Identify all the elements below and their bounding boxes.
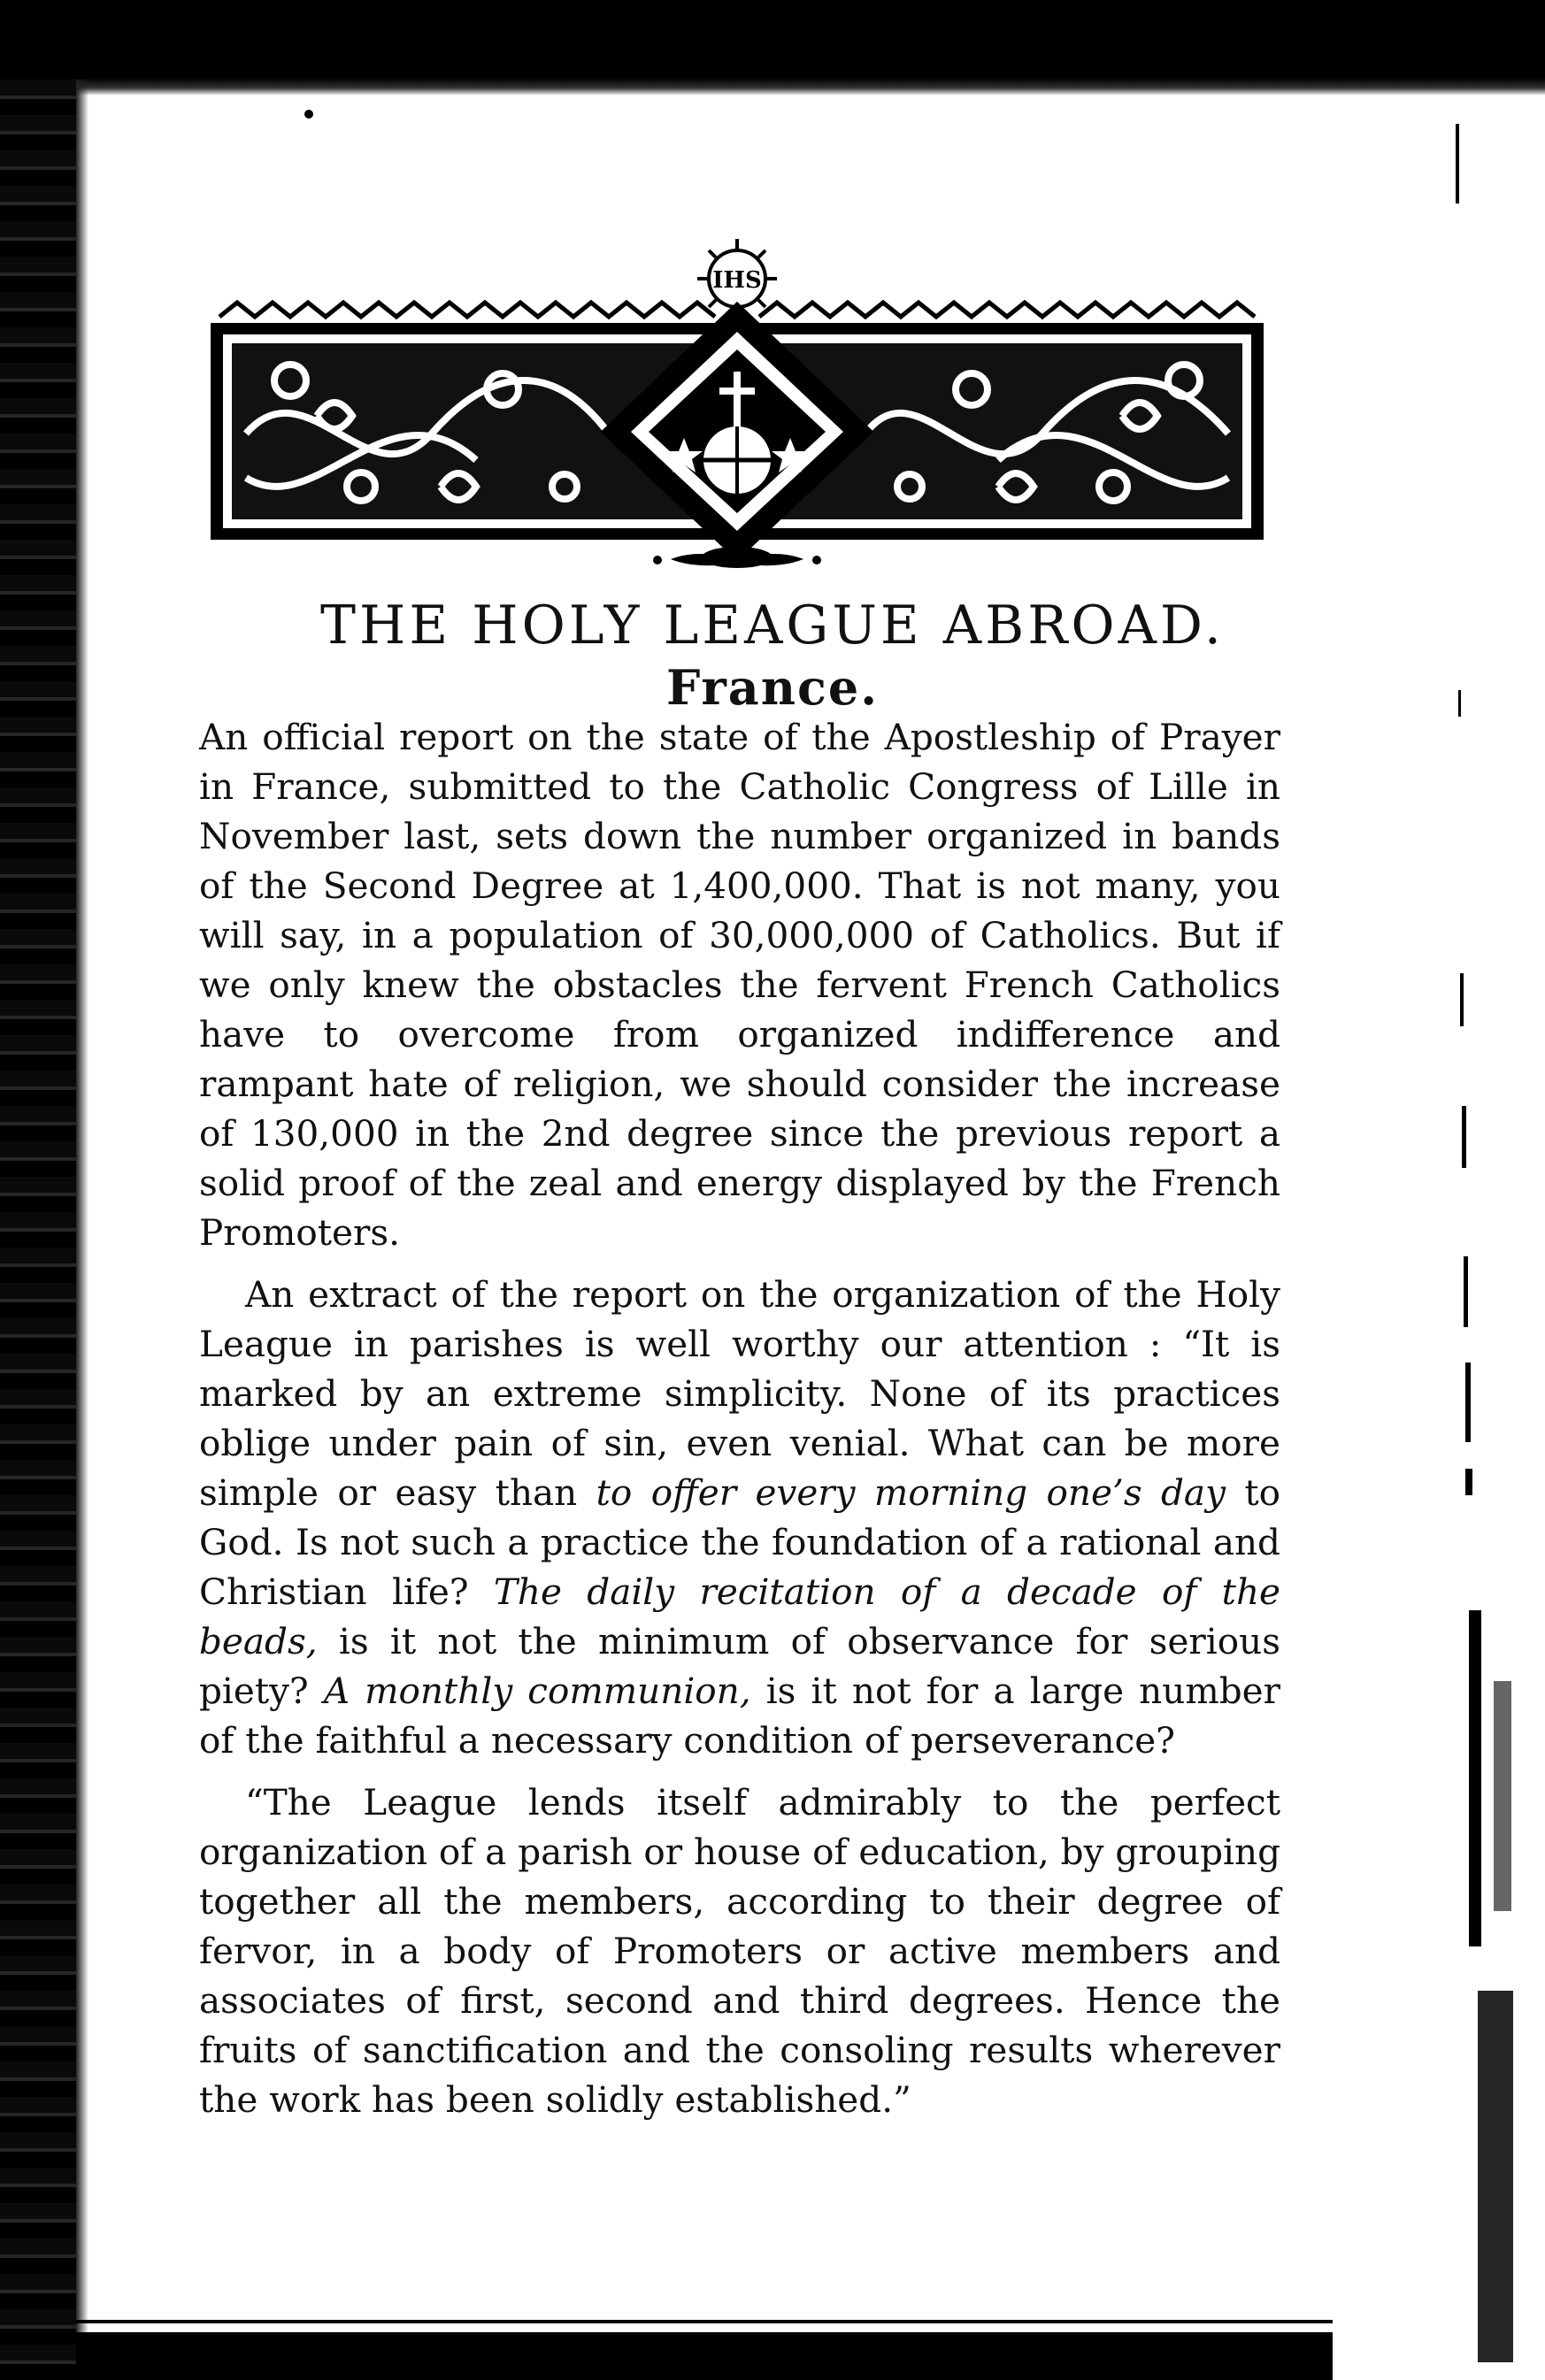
scan-left-border: [0, 80, 76, 2380]
paragraph: [199, 1777, 1280, 2124]
section-subtitle: France.: [665, 659, 880, 716]
article-body: [199, 712, 1280, 2137]
text-segment: An extract of the report on the organization of the Holy League in parishes is well worthy our attention : “It is marked by an extreme simplicity. None of its practices oblige under pain of sin, even venial. What can be more simple or easy than: [199, 1273, 1280, 1514]
page-title: THE HOLY LEAGUE ABROAD.: [320, 595, 1225, 656]
text-segment: to God. Is not such a practice the foundation of a rational and Christian life?: [199, 1471, 1280, 1613]
text-segment: is it not for a large number of the faithful a necessary condition of perseverance?: [199, 1670, 1280, 1762]
text-segment: An official report on the state of the Apostleship of Prayer in France, submitted to the Catholic Congress of Lille in November last, sets down the number organized in bands of the Second Degree at 1,400,000. That is not many, you will say, in a population of 30,000,000 of Catholics. But if we only knew the obstacles the fervent French Catholics have to overcome from organized indifference and rampant hate of religion, we should consider the increase of 130,000 in the 2nd degree since the previous report a solid proof of the zeal and energy displayed by the French Promoters.: [199, 716, 1280, 1254]
italic-text-segment: to offer every morning one’s day: [596, 1471, 1226, 1514]
scan-bottom-rule: [76, 2320, 1333, 2323]
paragraph: [199, 712, 1280, 1257]
italic-text-segment: A monthly communion,: [323, 1670, 751, 1712]
scan-bottom-border: [76, 2332, 1333, 2380]
scan-right-noise: [1451, 88, 1531, 2362]
tail-flourish-icon: [653, 547, 821, 568]
paragraph: [199, 1270, 1280, 1765]
svg-text:IHS: IHS: [712, 267, 762, 294]
scan-top-border: [0, 0, 1545, 96]
text-segment: is it not the minimum of observance for serious piety?: [199, 1620, 1280, 1712]
italic-text-segment: The daily recitation of a decade of the beads,: [199, 1570, 1281, 1662]
scan-speck: [304, 110, 313, 119]
ornamental-headpiece: [211, 239, 1264, 593]
text-segment: “The League lends itself admirably to the perfect organization of a parish or house of education, by grouping together all the members, according to their degree of fervor, in a body of Promoters or active members and associates of first, second and third degrees. Hence the fruits of sanctification and the consoling results wherever the work has been solidly established.”: [199, 1781, 1280, 2121]
